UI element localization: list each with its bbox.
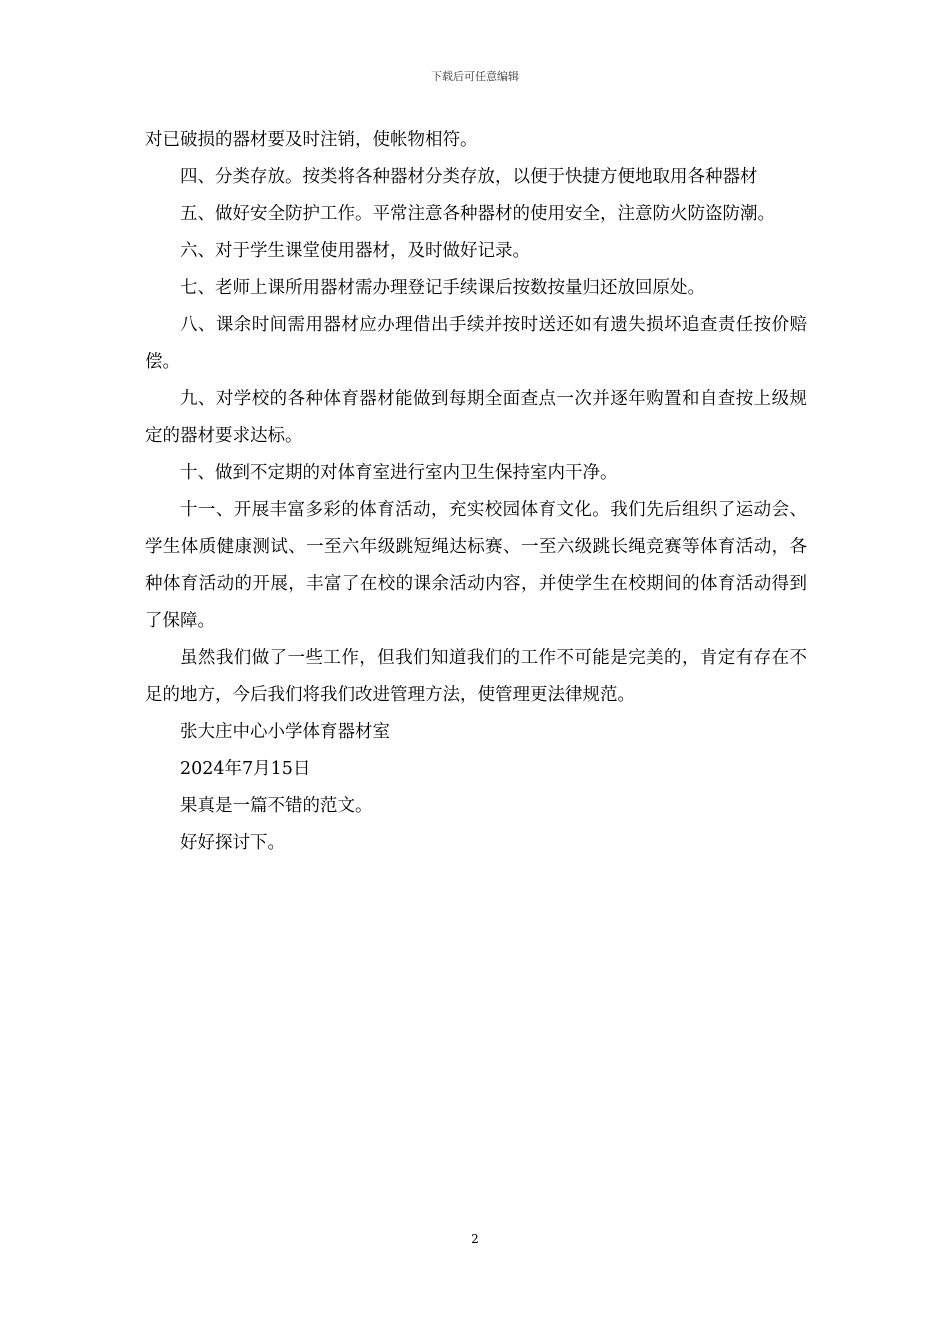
paragraph-item-7: 七、老师上课所用器材需办理登记手续课后按数按量归还放回原处。 bbox=[180, 278, 705, 298]
paragraph-item-4: 四、分类存放。按类将各种器材分类存放，以便于快捷方便地取用各种器材 bbox=[180, 167, 758, 187]
document-body bbox=[145, 122, 807, 862]
page-number: 2 bbox=[471, 1232, 479, 1246]
paragraph-item-11: 十一、开展丰富多彩的体育活动，充实校园体育文化。我们先后组织了运动会、学生体质健康测试、一至六年级跳短绳达标赛、一至六级跳长绳竞赛等体育活动，各种体育活动的开展，丰富了在校的课余活动内容，并使学生在校期间的体育活动得到了保障。 bbox=[145, 500, 807, 631]
page-header: 下载后可任意编辑 bbox=[431, 70, 519, 83]
paragraph-conclusion: 虽然我们做了一些工作，但我们知道我们的工作不可能是完美的，肯定有存在不足的地方，今后我们将我们改进管理方法，使管理更法律规范。 bbox=[145, 648, 807, 705]
comment-line-1: 果真是一篇不错的范文。 bbox=[180, 796, 373, 816]
comment-line-2: 好好探讨下。 bbox=[180, 833, 285, 853]
paragraph-item-8: 八、课余时间需用器材应办理借出手续并按时送还如有遗失损坏追查责任按价赔偿。 bbox=[145, 315, 807, 372]
signature-organization: 张大庄中心小学体育器材室 bbox=[180, 722, 390, 742]
signature-date: 2024年7月15日 bbox=[180, 759, 311, 779]
paragraph-continuation: 对已破损的器材要及时注销，使帐物相符。 bbox=[145, 130, 478, 150]
paragraph-item-6: 六、对于学生课堂使用器材，及时做好记录。 bbox=[180, 241, 530, 261]
paragraph-item-5: 五、做好安全防护工作。平常注意各种器材的使用安全，注意防火防盗防潮。 bbox=[180, 204, 775, 224]
paragraph-item-10: 十、做到不定期的对体育室进行室内卫生保持室内干净。 bbox=[180, 463, 618, 483]
paragraph-item-9: 九、对学校的各种体育器材能做到每期全面查点一次并逐年购置和自查按上级规定的器材要求达标。 bbox=[145, 389, 807, 446]
